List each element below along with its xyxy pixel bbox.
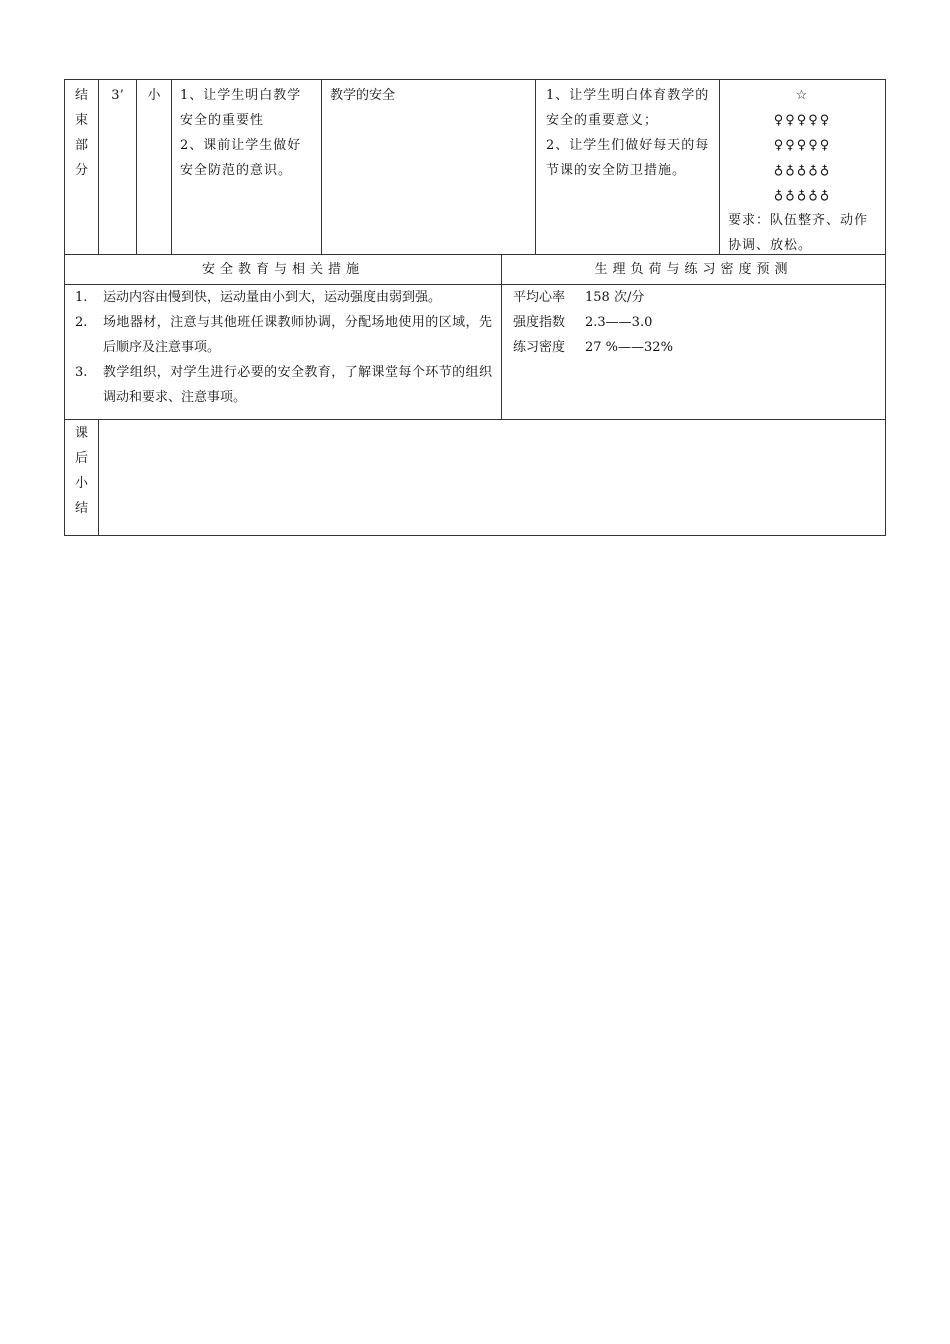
summary-label-char: 结 [74,501,88,516]
list-item-text: 教学组织，对学生进行必要的安全教育，了解课堂每个环节的组织调动和要求、注意事项。 [103,365,492,405]
load-header-text: 生理负荷与练习密度预测 [594,262,793,277]
objectives-cell [171,79,322,255]
load-label: 强度指数 [513,315,566,330]
organization-requirement: 要求：队伍整齐、动作协调、放松。 [728,213,869,253]
part-label-char: 部 [74,138,88,153]
list-item [75,285,492,310]
load-value: 158 次/分 [585,290,645,305]
list-item-number: 1. [75,290,88,305]
formation-row: ♁♁♁♁♁ [773,163,832,178]
safety-header-text: 安全教育与相关措施 [201,262,364,277]
method-line: 1、让学生明白体育教学的安全的重要意义； [546,88,710,128]
list-item-text: 运动内容由慢到快，运动量由小到大，运动强度由弱到强。 [103,290,442,305]
teacher-star-icon: ☆ [795,88,810,103]
objective-line: 2、课前让学生做好安全防范的意识。 [180,138,302,178]
load-row [513,335,875,360]
time-cell [98,79,137,255]
load-label: 平均心率 [513,290,566,305]
load-row [513,310,875,335]
load-row [513,285,875,310]
load-value: 27 %——32% [585,340,673,355]
safety-measures-cell [64,284,502,420]
summary-label-char: 后 [74,451,88,466]
part-label-char: 结 [74,88,88,103]
list-item-number: 2. [75,315,88,330]
summary-label-char: 小 [74,476,88,491]
list-item [75,360,492,410]
part-label-cell [64,79,99,255]
summary-content-cell [98,419,886,536]
objective-line: 1、让学生明白教学安全的重要性 [180,88,302,128]
safety-header [64,254,502,285]
intensity-value: 小 [147,88,161,103]
content-cell [321,79,536,255]
formation-row: ♁♁♁♁♁ [773,188,832,203]
organization-cell [719,79,886,255]
part-label-char: 分 [74,163,88,178]
load-value: 2.3——3.0 [585,315,653,330]
part-label-char: 束 [74,113,88,128]
summary-label-cell [64,419,99,536]
content-text: 教学的安全 [330,88,396,103]
intensity-cell [136,79,172,255]
load-prediction-cell [501,284,886,420]
formation-row: ♀♀♀♀♀ [773,113,832,128]
method-line: 2、让学生们做好每天的每节课的安全防卫措施。 [546,138,710,178]
formation-row: ♀♀♀♀♀ [773,138,832,153]
methods-cell [535,79,720,255]
list-item-number: 3. [75,365,88,380]
list-item [75,310,492,360]
load-header [501,254,886,285]
time-value: 3’ [111,88,124,103]
summary-label-char: 课 [74,426,88,441]
list-item-text: 场地器材，注意与其他班任课教师协调，分配场地使用的区域，先后顺序及注意事项。 [103,315,492,355]
safety-list [75,285,492,410]
load-label: 练习密度 [513,340,566,355]
